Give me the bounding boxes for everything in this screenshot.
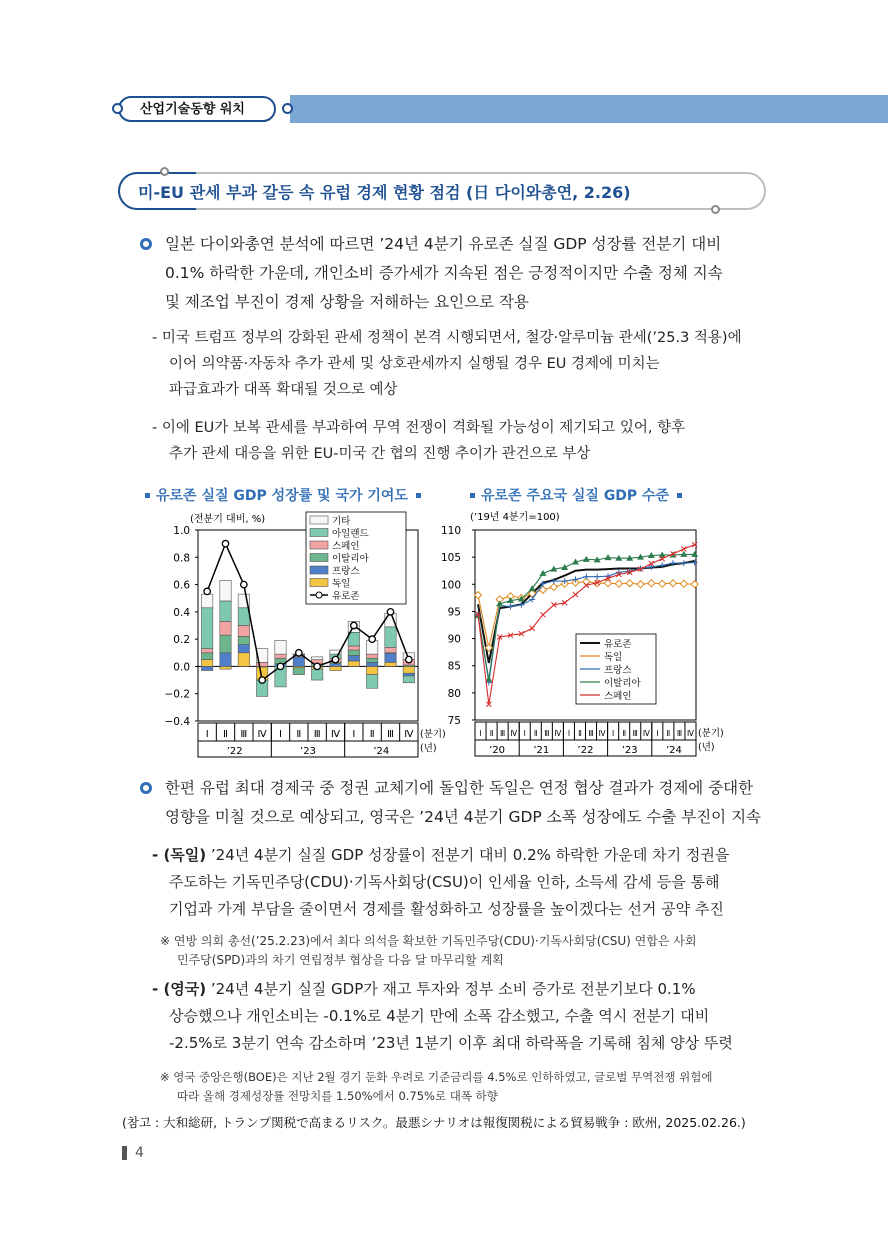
text-line: 0.1% 하락한 가운데, 개인소비 증가세가 지속된 점은 긍정적이지만 수출 정체 지속 — [165, 264, 723, 282]
x-tick-label: Ⅳ — [598, 729, 606, 738]
bar-segment — [311, 669, 322, 680]
text-line: 상승했으나 개인소비는 -0.1%로 4분기 만에 소폭 감소했고, 수출 역시 전분기 대비 — [169, 1007, 710, 1025]
legend-label: 아일랜드 — [332, 528, 369, 540]
x-tick-label: Ⅳ — [554, 729, 562, 738]
point-eurozone — [314, 663, 320, 669]
x-tick-label: Ⅰ — [279, 729, 282, 740]
x-tick-label: Ⅰ — [352, 729, 356, 740]
legend-line-marker — [316, 592, 322, 598]
paragraph-2 — [165, 774, 761, 832]
bar-segment — [275, 654, 286, 658]
bar-segment — [366, 666, 377, 674]
bar-segment — [403, 673, 414, 676]
page-number — [122, 1145, 144, 1161]
bar-segment — [385, 627, 396, 647]
x-tick-label: Ⅲ — [588, 729, 594, 738]
bullet-icon — [140, 782, 152, 794]
sub-point-germany — [152, 842, 729, 923]
point-eurozone — [351, 622, 357, 628]
text-line: ※ 영국 중앙은행(BOE)은 지난 2월 경기 둔화 우려로 기준금리를 4.5%로 인하하였고, 글로벌 무역전쟁 위험에 — [160, 1070, 713, 1084]
text-line: 영향을 미칠 것으로 예상되고, 영국은 ’24년 4분기 GDP 소폭 성장에도 수출 부진이 지속 — [165, 808, 762, 826]
text-line: - 이에 EU가 보복 관세를 부과하여 무역 전쟁이 격화될 가능성이 제기되고 있어, 향후 — [152, 420, 686, 436]
section-title: 미-EU 관세 부과 갈등 속 유럽 경제 현황 점검 (日 다이와총연, 2.26) — [138, 183, 631, 202]
bar-segment — [275, 641, 286, 655]
x-tick-label: Ⅲ — [387, 729, 394, 740]
legend-label: 프랑스 — [332, 566, 360, 577]
legend-label: 독일 — [604, 652, 623, 663]
x-unit-label: (분기) — [420, 729, 446, 740]
bar-segment — [330, 666, 341, 670]
x-tick-label: Ⅱ — [666, 729, 671, 738]
x-tick-label: Ⅰ — [612, 729, 615, 738]
section-dot-bottom — [711, 205, 720, 214]
header-title: 산업기술동향 워치 — [140, 102, 245, 117]
text-line: 민주당(SPD)과의 차기 연립정부 협상을 다음 달 마무리할 계획 — [177, 953, 504, 967]
x-tick-label: Ⅰ — [479, 729, 482, 738]
text-line: 따라 올해 경제성장률 전망치를 1.50%에서 0.75%로 대폭 하향 — [177, 1089, 498, 1103]
point-eurozone — [259, 677, 265, 683]
page-bar-icon — [122, 1146, 127, 1160]
caption-text: 유로존 주요국 실질 GDP 수준 — [481, 488, 670, 504]
x-tick-label: Ⅱ — [489, 729, 494, 738]
bar-segment — [330, 664, 341, 667]
x-tick-label: Ⅲ — [500, 729, 506, 738]
legend-swatch — [310, 529, 328, 537]
square-bullet-icon — [416, 493, 421, 498]
point-marker — [561, 564, 568, 570]
bar-segment — [201, 608, 212, 649]
bar-segment — [366, 675, 377, 689]
point-marker — [605, 554, 612, 560]
point-eurozone — [241, 581, 247, 587]
y-tick-label: 75 — [447, 715, 461, 727]
legend-label: 프랑스 — [604, 665, 632, 676]
x-tick-label: Ⅳ — [687, 729, 694, 738]
sub-point-uk — [152, 976, 733, 1057]
x-tick-label: Ⅰ — [567, 729, 571, 738]
x-tick-label: Ⅳ — [510, 729, 518, 738]
point-marker — [669, 580, 676, 587]
x-tick-label: Ⅱ — [223, 729, 228, 740]
square-bullet-icon — [145, 493, 150, 498]
bar-segment — [385, 653, 396, 663]
y-tick-label: 85 — [447, 660, 461, 673]
point-marker — [637, 581, 644, 588]
legend-label: 이탈리아 — [604, 678, 641, 689]
bar-segment — [238, 645, 249, 653]
header-bar — [290, 95, 888, 123]
bar-segment — [220, 666, 231, 669]
sub-point-1 — [152, 325, 742, 403]
line-chart-gdp-level — [430, 508, 724, 768]
x-tick-label: Ⅲ — [632, 729, 638, 738]
chart-unit-label: (전분기 대비, %) — [190, 514, 266, 525]
x-tick-label: Ⅲ — [313, 729, 321, 740]
bar-segment — [220, 621, 231, 635]
chart-unit-label: (’19년 4분기=100) — [470, 512, 560, 523]
y-tick-label: 0.8 — [173, 552, 190, 565]
bar-segment — [238, 636, 249, 644]
bar-segment — [311, 657, 322, 660]
y-tick-label: 105 — [440, 552, 461, 565]
year-label: ’23 — [621, 745, 638, 756]
point-eurozone — [332, 656, 338, 662]
bar-segment — [403, 676, 414, 683]
chart-caption-left — [145, 485, 421, 505]
x-tick-label: Ⅰ — [656, 729, 659, 738]
legend-swatch — [310, 554, 328, 562]
bar-chart-gdp-contribution — [150, 508, 470, 768]
x-tick-label: Ⅳ — [642, 729, 650, 738]
header-dot-right — [282, 103, 293, 114]
bar-segment — [201, 594, 212, 608]
note-1 — [160, 932, 696, 970]
bar-segment — [366, 662, 377, 666]
legend-swatch — [310, 566, 328, 574]
point-marker — [583, 556, 590, 562]
y-tick-label: 110 — [440, 525, 461, 537]
year-label: ’24 — [373, 746, 390, 757]
square-bullet-icon — [677, 493, 682, 498]
point-eurozone — [277, 663, 283, 669]
text-line: 기업과 가계 부담을 줄이면서 경제를 활성화하고 성장률을 높이겠다는 선거 공약 추진 — [169, 900, 724, 918]
x-unit-label: (년) — [698, 742, 715, 753]
bar-segment — [220, 601, 231, 621]
x-tick-label: Ⅱ — [622, 729, 627, 738]
bar-segment — [220, 635, 231, 653]
text-line: 및 제조업 부진이 경제 상황을 저해하는 요인으로 작용 — [165, 293, 529, 311]
text-line: -2.5%로 3분기 연속 감소하며 ’23년 1분기 이후 최대 하락폭을 기록해 침체 양상 뚜렷 — [169, 1034, 733, 1052]
label-germany: - (독일) — [152, 846, 207, 864]
y-tick-label: 0.4 — [173, 606, 190, 619]
bar-segment — [348, 656, 359, 661]
bar-segment — [348, 646, 359, 650]
y-tick-label: 0.0 — [173, 661, 190, 674]
year-label: ’22 — [226, 746, 243, 757]
x-tick-label: Ⅲ — [240, 729, 248, 740]
text-line: 파급효과가 대폭 확대될 것으로 예상 — [169, 382, 398, 398]
text-line: 주도하는 기독민주당(CDU)·기독사회당(CSU)이 인세율 인하, 소득세 감세 등을 통해 — [169, 873, 720, 891]
point-marker — [550, 583, 557, 590]
point-eurozone — [406, 656, 412, 662]
bar-segment — [220, 653, 231, 667]
text-line: 일본 다이와총연 분석에 따르면 ’24년 4분기 유로존 실질 GDP 성장률 전분기 대비 — [165, 235, 722, 253]
legend-label: 이탈리아 — [332, 553, 369, 565]
legend-label: 유로존 — [332, 591, 360, 602]
x-unit-label: (년) — [420, 743, 437, 754]
point-eurozone — [296, 650, 302, 656]
y-tick-label: 1.0 — [173, 525, 190, 537]
point-marker — [615, 580, 622, 587]
point-eurozone — [222, 540, 228, 546]
section-dot-top — [160, 167, 169, 176]
bar-segment — [348, 661, 359, 666]
label-uk: - (영국) — [152, 980, 207, 998]
text-line: 이어 의약품·자동차 추가 관세 및 상호관세까지 실행될 경우 EU 경제에 미치는 — [169, 356, 660, 372]
legend-swatch — [310, 579, 328, 587]
chart-caption-right — [470, 485, 682, 505]
paragraph-1 — [165, 230, 723, 317]
x-tick-label: Ⅱ — [296, 729, 302, 740]
year-label: ’22 — [577, 745, 594, 756]
bar-segment — [201, 649, 212, 653]
legend-label: 스페인 — [332, 541, 360, 552]
point-marker — [680, 580, 687, 587]
x-tick-label: Ⅲ — [676, 729, 683, 738]
bar-segment — [385, 647, 396, 652]
text-line: - 미국 트럼프 정부의 강화된 관세 정책이 본격 시행되면서, 철강·알루미늄 관세(’25.3 적용)에 — [152, 330, 742, 346]
point-marker — [659, 580, 666, 587]
text-line: 한편 유럽 최대 경제국 중 정권 교체기에 돌입한 독일은 연정 협상 결과가 경제에 중대한 — [165, 779, 754, 797]
year-label: ’20 — [489, 745, 506, 756]
text-span: ’24년 4분기 실질 GDP가 재고 투자와 정부 소비 증가로 전분기보다 0.1% — [206, 980, 696, 998]
legend-swatch — [310, 516, 328, 524]
bar-segment — [220, 580, 231, 600]
sub-point-2 — [152, 415, 685, 467]
y-tick-label: 90 — [447, 633, 461, 646]
header-dot-left — [112, 103, 123, 114]
year-label: ’21 — [533, 745, 550, 756]
bar-segment — [238, 608, 249, 626]
page-number-text: 4 — [135, 1145, 144, 1161]
legend-label: 스페인 — [604, 691, 632, 702]
bar-segment — [293, 657, 304, 667]
y-tick-label: 80 — [447, 687, 461, 700]
point-eurozone — [204, 588, 210, 594]
bar-segment — [403, 666, 414, 673]
text-line — [152, 976, 733, 1003]
y-tick-label: 0.6 — [173, 579, 190, 592]
y-tick-label: −0.4 — [164, 716, 190, 728]
point-marker — [626, 580, 633, 587]
text-line: ※ 연방 의회 총선(’25.2.23)에서 최다 의석을 확보한 기독민주당(CDU)·기독사회당(CSU) 연합은 사회 — [160, 934, 697, 948]
x-tick-label: Ⅱ — [369, 729, 375, 740]
bar-segment — [201, 666, 212, 670]
point-eurozone — [369, 636, 375, 642]
point-marker — [474, 592, 481, 599]
bullet-icon — [140, 238, 152, 250]
legend-swatch — [310, 541, 328, 549]
year-label: ’23 — [300, 746, 316, 757]
legend-label: 유로존 — [604, 639, 632, 650]
x-tick-label: Ⅳ — [257, 729, 267, 740]
x-tick-label: Ⅰ — [205, 729, 209, 740]
bar-segment — [366, 654, 377, 658]
y-tick-label: 100 — [440, 579, 461, 592]
legend-label: 독일 — [332, 578, 351, 590]
note-2 — [160, 1068, 712, 1106]
year-label: ’24 — [665, 745, 682, 756]
x-tick-label: Ⅱ — [533, 729, 538, 738]
reference: (참고 : 大和総研, トランプ関税で高まるリスク。最悪シナリオは報復関税による貿易戦争 : 欧州, 2025.02.26.) — [122, 1115, 746, 1130]
point-eurozone — [387, 609, 393, 615]
text-line — [152, 842, 729, 869]
y-tick-label: 95 — [447, 606, 461, 619]
text-span: ’24년 4분기 실질 GDP 성장률이 전분기 대비 0.2% 하락한 가운데 차기 정권을 — [206, 846, 730, 864]
bar-segment — [366, 658, 377, 662]
x-tick-label: Ⅰ — [523, 729, 526, 738]
x-tick-label: Ⅳ — [330, 729, 341, 740]
bar-segment — [293, 668, 304, 675]
text-line: 추가 관세 대응을 위한 EU-미국 간 협의 진행 추이가 관건으로 부상 — [169, 446, 591, 462]
x-tick-label: Ⅲ — [544, 729, 550, 738]
bar-segment — [238, 626, 249, 637]
bar-segment — [201, 653, 212, 660]
bar-segment — [385, 662, 396, 666]
y-tick-label: −0.2 — [164, 688, 190, 701]
x-unit-label: (분기) — [698, 728, 724, 739]
caption-text: 유로존 실질 GDP 성장률 및 국가 기여도 — [156, 488, 408, 504]
bar-segment — [348, 650, 359, 655]
x-tick-label: Ⅱ — [578, 729, 582, 738]
point-marker — [648, 580, 655, 587]
bar-segment — [201, 660, 212, 667]
y-tick-label: 0.2 — [173, 634, 190, 647]
legend-label: 기타 — [332, 516, 351, 527]
square-bullet-icon — [470, 493, 475, 498]
bar-segment — [238, 653, 249, 667]
point-marker — [691, 581, 698, 588]
x-tick-label: Ⅳ — [404, 729, 414, 740]
